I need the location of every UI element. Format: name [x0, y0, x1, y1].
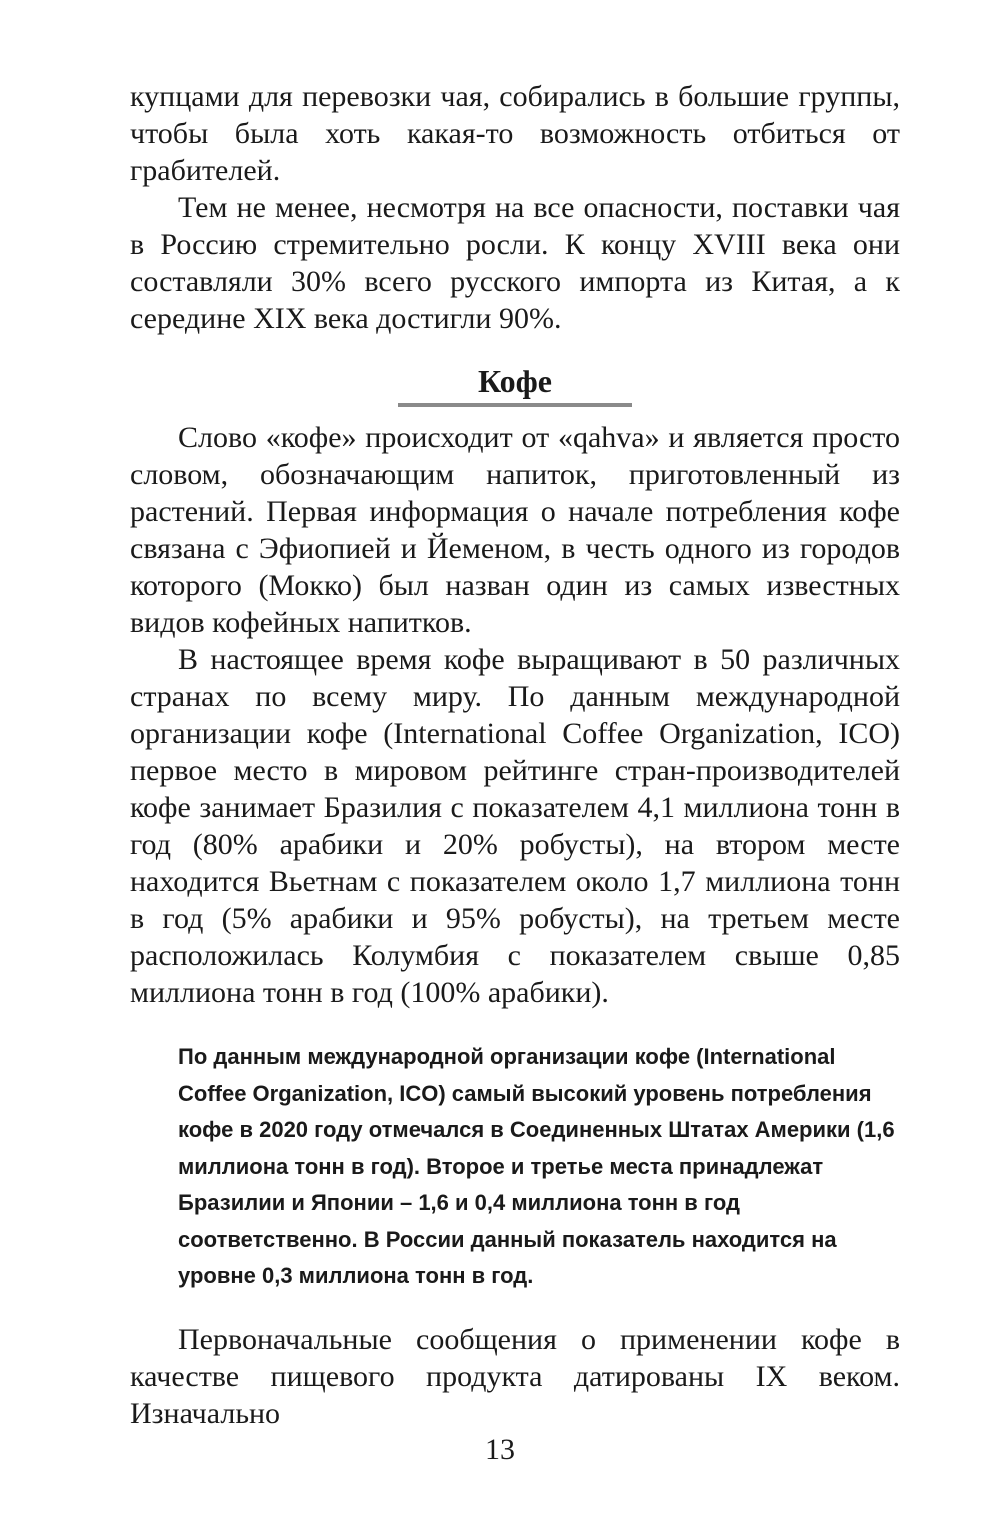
- paragraph-coffee-history: Первоначальные сообщения о применении кофе в качестве пищевого продукта датированы IX веком. Изначально: [130, 1322, 900, 1430]
- paragraph-coffee-origin: Слово «кофе» происходит от «qahva» и является просто словом, обозначающим напиток, приготовленный из растений. Первая информация о начале потребления кофе связана с Эфиопией и Йеменом, в честь одного из городов которого (Мокко) был назван один из самых известных видов кофейных напитков.: [130, 421, 900, 639]
- page-body: [130, 78, 900, 1432]
- paragraph-continued: купцами для перевозки чая, собирались в большие группы, чтобы была хоть какая-то возможность отбиться от грабителей.: [130, 80, 900, 187]
- paragraph-tea-imports: Тем не менее, несмотря на все опасности, поставки чая в Россию стремительно росли. К концу XVIII века они составляли 30% всего русского импорта из Китая, а к середине XIX века достигли 90%.: [130, 191, 900, 335]
- section-heading: Кофе: [478, 363, 552, 399]
- callout-box: По данным международной организации кофе (International Coffee Organization, ICO) самый высокий уровень потребления кофе в 2020 году отмечался в Соединенных Штатах Америки (1,6 миллиона тонн в год). Второе и третье места принадлежат Бразилии и Японии – 1,6 и 0,4 миллиона тонн в год соответственно. В России данный показатель находится на уровне 0,3 миллиона тонн в год.: [178, 1044, 895, 1288]
- heading-underline: [398, 403, 632, 407]
- page-number: 13: [485, 1433, 515, 1466]
- section-heading-block: [130, 361, 900, 407]
- paragraph-coffee-production: В настоящее время кофе выращивают в 50 различных странах по всему миру. По данным международной организации кофе (International Coffee Organization, ICO) первое место в мировом рейтинге стран-производителей кофе занимает Бразилия с показателем 4,1 миллиона тонн в год (80% арабики и 20% робусты), на втором месте находится Вьетнам с показателем около 1,7 миллиона тонн в год (5% арабики и 95% робусты), на третьем месте расположилась Колумбия с показателем свыше 0,85 миллиона тонн в год (100% арабики).: [130, 643, 900, 1009]
